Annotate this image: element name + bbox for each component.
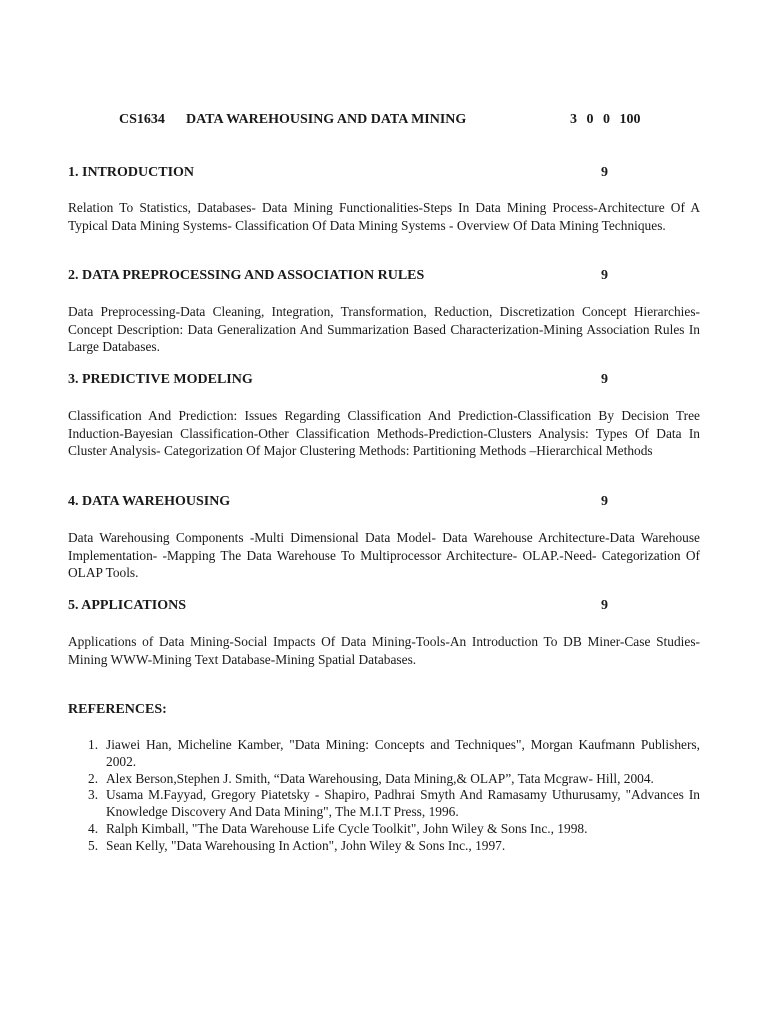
section-body-introduction: Relation To Statistics, Databases- Data Mining Functionalities-Steps In Data Mining Process-Architecture Of A Typical Data Mining Systems- Classification Of Data Mining Systems - Overview Of Data Mining Techniques. [68, 200, 700, 233]
reference-number: 3. [88, 787, 99, 803]
section-title: 3. PREDICTIVE MODELING [68, 372, 253, 387]
course-header [119, 112, 679, 132]
section-heading-applications [68, 598, 628, 618]
reference-item [68, 771, 700, 788]
reference-text: Sean Kelly, "Data Warehousing In Action", John Wiley & Sons Inc., 1997. [106, 837, 506, 853]
reference-text: Jiawei Han, Micheline Kamber, "Data Mining: Concepts and Techniques", Morgan Kaufmann Publishers, 2002. [106, 737, 700, 769]
reference-number: 2. [88, 770, 99, 786]
reference-number: 1. [88, 737, 99, 752]
section-body-preprocessing: Data Preprocessing-Data Cleaning, Integration, Transformation, Reduction, Discretization Concept Hierarchies-Concept Description: Data Generalization And Summarization Based Characterization-Mining Association Rules In Large Databases. [68, 304, 700, 355]
reference-text: Usama M.Fayyad, Gregory Piatetsky - Shapiro, Padhrai Smyth And Ramasamy Uthurusamy, "Advances In Knowledge Discovery And Data Mining", The M.I.T Press, 1996. [106, 787, 700, 820]
course-title: DATA WAREHOUSING AND DATA MINING [186, 112, 467, 127]
course-credits: 3 0 0 100 [570, 112, 641, 127]
reference-number: 5. [88, 837, 99, 853]
reference-text: Alex Berson,Stephen J. Smith, “Data Warehousing, Data Mining,& OLAP”, Tata Mcgraw- Hill, 2004. [106, 770, 654, 786]
section-body-applications: Applications of Data Mining-Social Impacts Of Data Mining-Tools-An Introduction To DB Miner-Case Studies-Mining WWW-Mining Text Database-Mining Spatial Databases. [68, 634, 700, 667]
reference-item [68, 737, 700, 771]
section-hours: 9 [601, 268, 608, 283]
section-hours: 9 [601, 372, 608, 387]
section-title: 5. APPLICATIONS [68, 598, 186, 613]
reference-number: 4. [88, 820, 99, 836]
section-heading-preprocessing [68, 268, 628, 288]
reference-item [68, 821, 700, 838]
section-body-predictive-modeling: Classification And Prediction: Issues Regarding Classification And Prediction-Classification By Decision Tree Induction-Bayesian Classification-Other Classification Methods-Prediction-Clusters Analysis: Types Of Data In Cluster Analysis- Categorization Of Major Clustering Methods: Partitioning Methods –Hierarchical Methods [68, 408, 700, 459]
section-heading-predictive-modeling [68, 372, 628, 392]
reference-text: Ralph Kimball, "The Data Warehouse Life Cycle Toolkit", John Wiley & Sons Inc., 1998. [106, 820, 588, 836]
section-hours: 9 [601, 598, 608, 613]
section-heading-introduction [68, 165, 628, 185]
references-list [68, 737, 700, 855]
section-hours: 9 [601, 494, 608, 509]
reference-item [68, 787, 700, 821]
section-hours: 9 [601, 165, 608, 180]
section-body-data-warehousing: Data Warehousing Components -Multi Dimensional Data Model- Data Warehouse Architecture-Data Warehouse Implementation- -Mapping The Data Warehouse To Multiprocessor Architecture- OLAP.-Need- Categorization Of OLAP Tools. [68, 530, 700, 581]
section-title: 2. DATA PREPROCESSING AND ASSOCIATION RULES [68, 268, 425, 283]
section-title: 4. DATA WAREHOUSING [68, 494, 231, 509]
reference-item [68, 838, 700, 855]
section-heading-data-warehousing [68, 494, 628, 514]
references-heading: REFERENCES: [68, 702, 167, 717]
course-code: CS1634 [119, 112, 165, 127]
section-title: 1. INTRODUCTION [68, 165, 195, 180]
